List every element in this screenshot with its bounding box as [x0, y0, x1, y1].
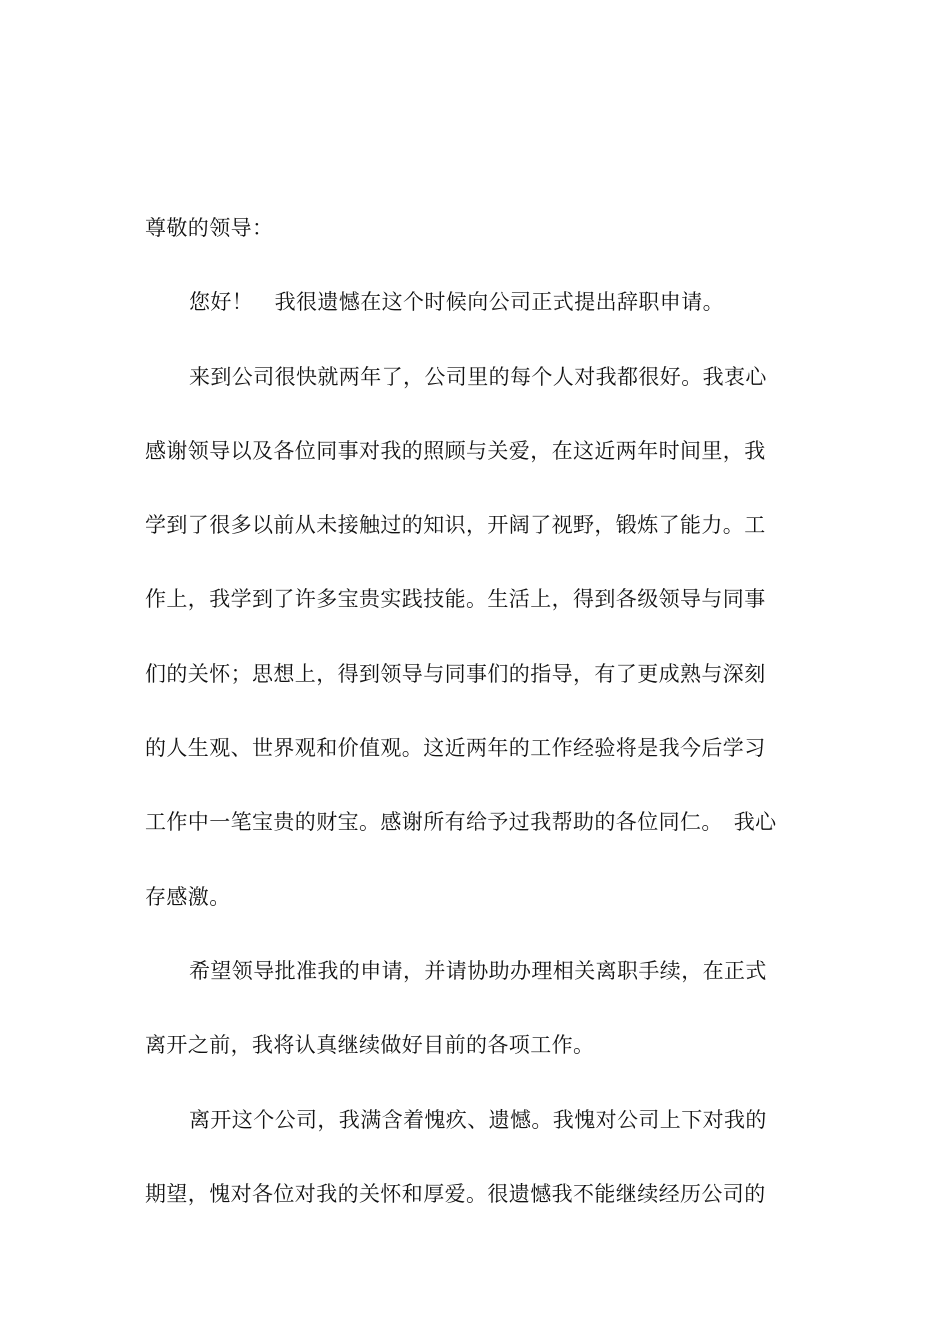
paragraph-line: 感谢领导以及各位同事对我的照顾与关爱，在这近两年时间里，我 — [145, 438, 766, 463]
paragraph-line: 离开之前，我将认真继续做好目前的各项工作。 — [145, 1033, 595, 1058]
paragraph-line: 作上，我学到了许多宝贵实践技能。生活上，得到各级领导与同事 — [145, 587, 766, 612]
paragraph-line: 工作中一笔宝贵的财宝。感谢所有给予过我帮助的各位同仁。 我心 — [145, 810, 777, 835]
paragraph-line: 的人生观、世界观和价值观。这近两年的工作经验将是我今后学习 — [145, 736, 766, 761]
letter-body — [145, 204, 825, 1244]
paragraph-line: 学到了很多以前从未接触过的知识，开阔了视野，锻炼了能力。工 — [145, 513, 766, 538]
salutation: 尊敬的领导： — [145, 216, 274, 240]
paragraph-greeting: 您好！ 我很遗憾在这个时候向公司正式提出辞职申请。 — [189, 290, 724, 315]
paragraph-line: 存感激。 — [145, 884, 231, 909]
paragraph-line: 来到公司很快就两年了，公司里的每个人对我都很好。我衷心 — [189, 364, 767, 389]
paragraph-line: 离开这个公司，我满含着愧疚、遗憾。我愧对公司上下对我的 — [189, 1107, 767, 1132]
paragraph-line: 们的关怀；思想上，得到领导与同事们的指导，有了更成熟与深刻 — [145, 661, 766, 686]
paragraph-line: 期望，愧对各位对我的关怀和厚爱。很遗憾我不能继续经历公司的 — [145, 1181, 766, 1206]
paragraph-line: 希望领导批准我的申请，并请协助办理相关离职手续，在正式 — [189, 958, 767, 983]
